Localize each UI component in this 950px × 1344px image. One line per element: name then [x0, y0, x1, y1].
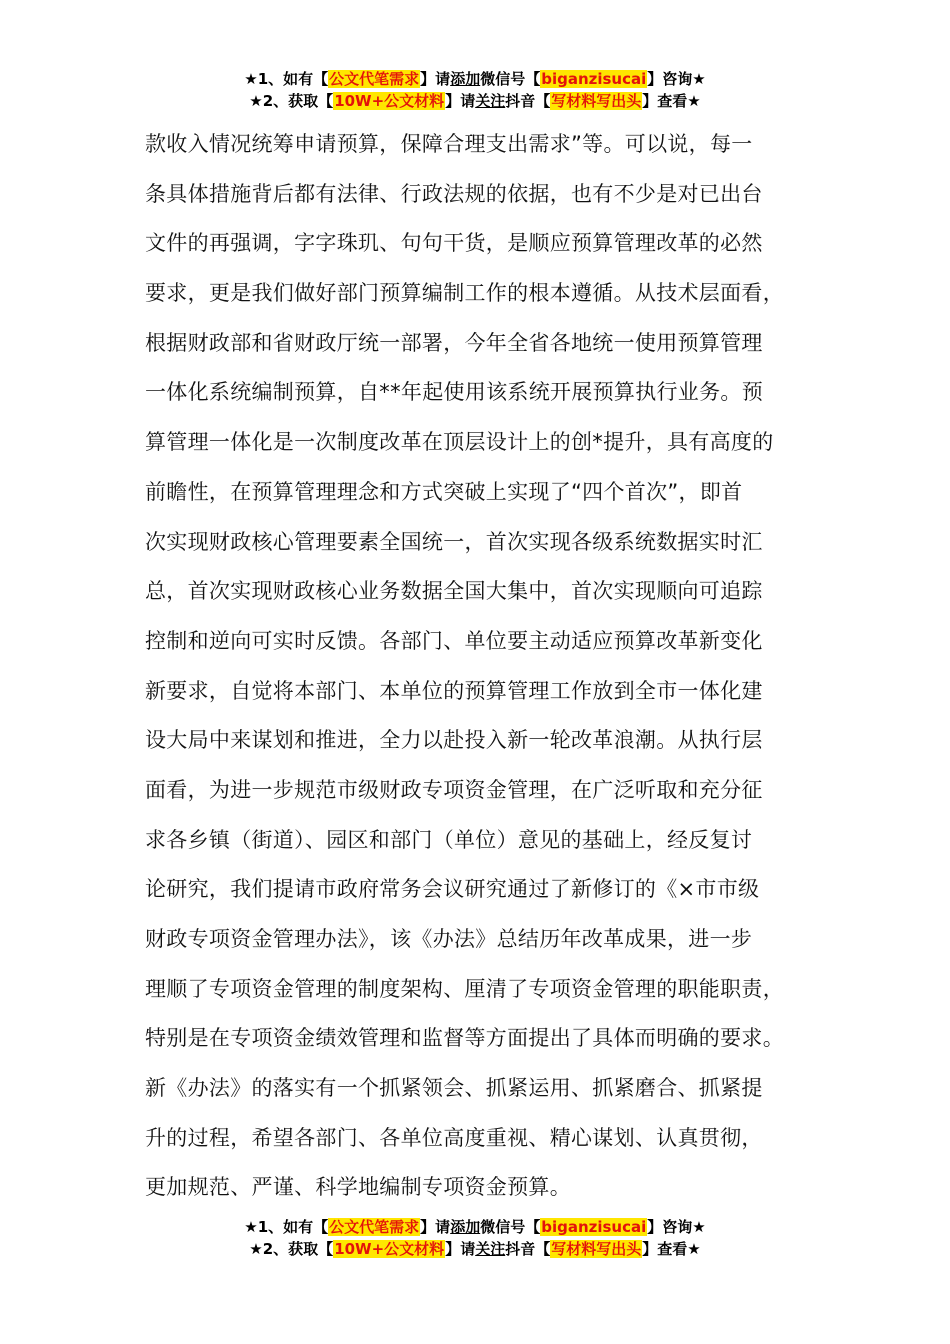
document-body	[145, 120, 835, 1213]
banner-text: 】查看★	[642, 1240, 701, 1258]
banner-emphasis: 添加	[450, 1218, 481, 1236]
paragraph-line: 理顺了专项资金管理的制度架构、厘清了专项资金管理的职能职责，	[145, 976, 784, 1001]
paragraph-line: 要求，更是我们做好部门预算编制工作的根本遵循。从技术层面看，	[145, 281, 784, 306]
banner-text: 】查看★	[642, 92, 701, 110]
highlight-service: 公文代笔需求	[329, 70, 420, 88]
banner-emphasis: 关注	[475, 1240, 506, 1258]
banner-text: 】请	[420, 70, 451, 88]
paragraph-line: 更加规范、严谨、科学地编制专项资金预算。	[145, 1175, 571, 1200]
banner-text: ★1、如有【	[244, 1218, 329, 1236]
paragraph-line: 升的过程，希望各部门、各单位高度重视、精心谋划、认真贯彻，	[145, 1125, 763, 1150]
highlight-wechat-id: biganzisucai	[541, 70, 647, 88]
banner-text: 】请	[445, 1240, 476, 1258]
paragraph-line: 前瞻性，在预算管理理念和方式突破上实现了“四个首次”，即首	[145, 479, 743, 504]
banner-line-2	[0, 1238, 950, 1260]
paragraph-line: 论研究，我们提请市政府常务会议研究通过了新修订的《×市市级	[145, 877, 760, 902]
banner-text: 】咨询★	[647, 70, 706, 88]
paragraph-line: 总，首次实现财政核心业务数据全国大集中，首次实现顺向可追踪	[145, 579, 763, 604]
banner-text: 微信号【	[480, 1218, 541, 1236]
banner-text: 抖音【	[505, 92, 551, 110]
paragraph-line: 财政专项资金管理办法》，该《办法》总结历年改革成果，进一步	[145, 927, 753, 951]
banner-emphasis: 关注	[475, 92, 506, 110]
paragraph-line: 特别是在专项资金绩效管理和监督等方面提出了具体而明确的要求。	[145, 1026, 784, 1051]
paragraph-line: 设大局中来谋划和推进，全力以赴投入新一轮改革浪潮。从执行层	[145, 728, 763, 753]
highlight-wechat-id: biganzisucai	[541, 1218, 647, 1236]
paragraph-line: 条具体措施背后都有法律、行政法规的依据，也有不少是对已出台	[145, 181, 763, 206]
paragraph-line: 款收入情况统筹申请预算，保障合理支出需求”等。可以说，每一	[145, 132, 753, 156]
header-banner	[0, 68, 950, 112]
highlight-douyin: 写材料写出头	[551, 92, 642, 110]
banner-text: ★2、获取【	[249, 92, 334, 110]
banner-text: ★2、获取【	[249, 1240, 334, 1258]
paragraph-line: 面看，为进一步规范市级财政专项资金管理，在广泛听取和充分征	[145, 777, 763, 802]
banner-text: 抖音【	[505, 1240, 551, 1258]
highlight-service: 公文代笔需求	[329, 1218, 420, 1236]
banner-text: 微信号【	[480, 70, 541, 88]
banner-line-1	[0, 1216, 950, 1238]
paragraph-line: 一体化系统编制预算，自**年起使用该系统开展预算执行业务。预	[145, 380, 763, 405]
highlight-douyin: 写材料写出头	[551, 1240, 642, 1258]
paragraph-line: 求各乡镇（街道）、园区和部门（单位）意见的基础上，经反复讨	[145, 827, 753, 852]
banner-line-2	[0, 90, 950, 112]
highlight-materials: 10W+公文材料	[334, 1240, 445, 1258]
paragraph-line: 新《办法》的落实有一个抓紧领会、抓紧运用、抓紧磨合、抓紧提	[145, 1076, 763, 1101]
banner-text: ★1、如有【	[244, 70, 329, 88]
paragraph-line: 根据财政部和省财政厅统一部署，今年全省各地统一使用预算管理	[145, 330, 763, 355]
paragraph-line: 算管理一体化是一次制度改革在顶层设计上的创*提升，具有高度的	[145, 430, 774, 455]
paragraph-line: 文件的再强调，字字珠玑、句句干货，是顺应预算管理改革的必然	[145, 231, 763, 256]
banner-emphasis: 添加	[450, 70, 481, 88]
paragraph-line: 新要求，自觉将本部门、本单位的预算管理工作放到全市一体化建	[145, 678, 763, 703]
paragraph-line: 次实现财政核心管理要素全国统一，首次实现各级系统数据实时汇	[145, 529, 763, 554]
banner-text: 】请	[420, 1218, 451, 1236]
banner-text: 】请	[445, 92, 476, 110]
footer-banner	[0, 1216, 950, 1260]
banner-text: 】咨询★	[647, 1218, 706, 1236]
banner-line-1	[0, 68, 950, 90]
paragraph-line: 控制和逆向可实时反馈。各部门、单位要主动适应预算改革新变化	[145, 628, 763, 653]
highlight-materials: 10W+公文材料	[334, 92, 445, 110]
